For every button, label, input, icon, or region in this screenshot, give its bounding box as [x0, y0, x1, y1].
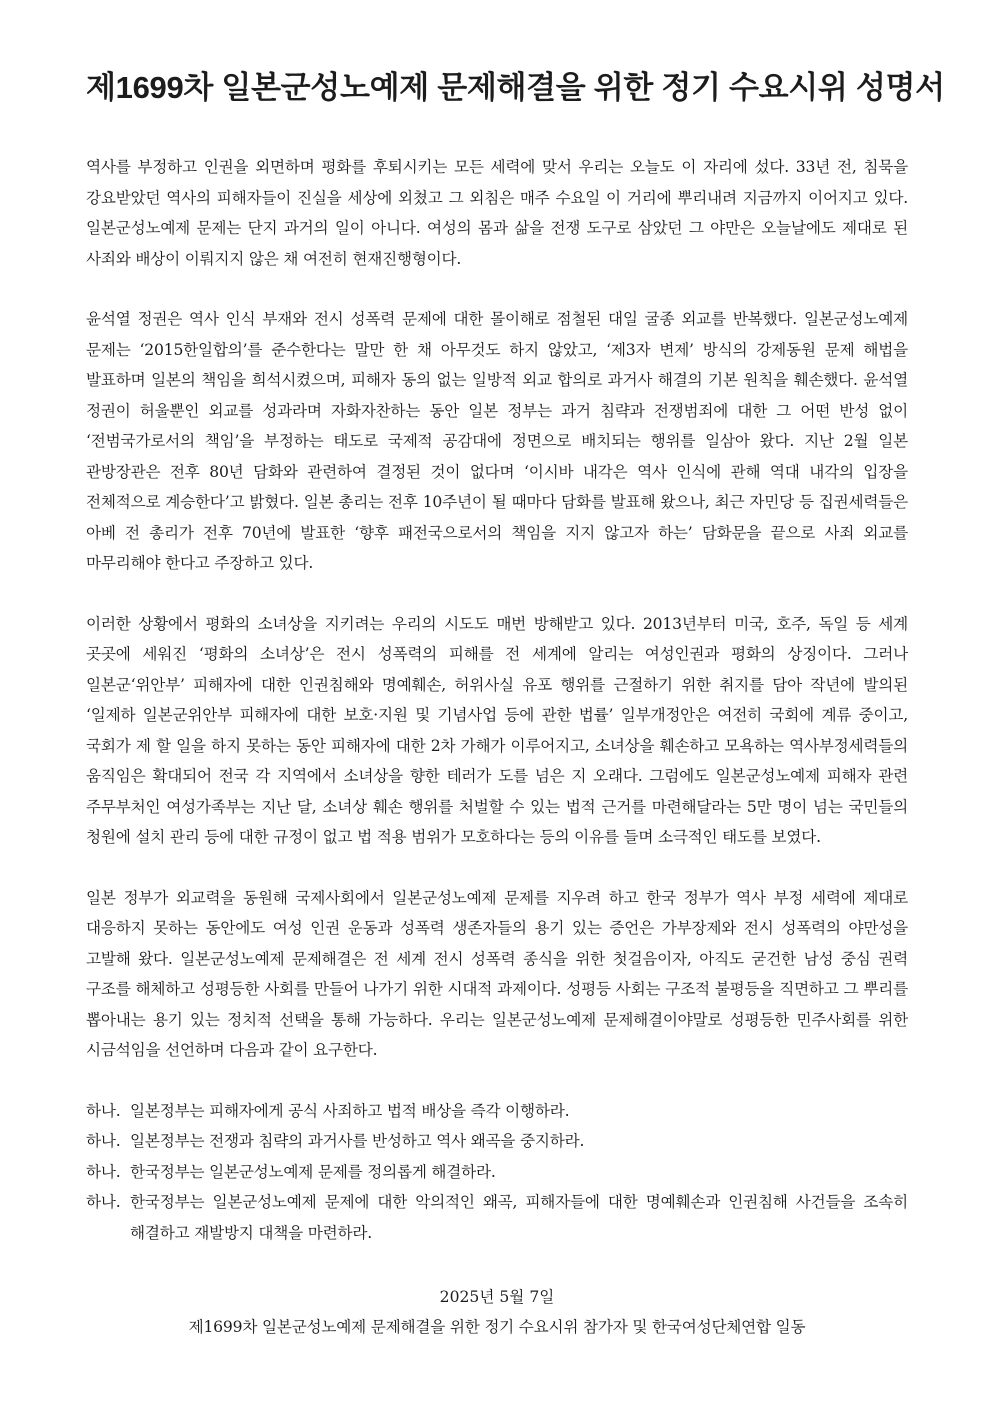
- statement-paragraph-2: 윤석열 정권은 역사 인식 부재와 전시 성폭력 문제에 대한 몰이해로 점철된 대일 굴종 외교를 반복했다. 일본군성노예제 문제는 ‘2015한일합의’를 준수한다는 말만 한 채 아무것도 하지 않았고, ‘제3자 변제’ 방식의 강제동원 문제 해법을 발표하며 일본의 책임을 희석시켰으며, 피해자 동의 없는 일방적 외교 합의로 과거사 해결의 기본 원칙을 훼손했다. 윤석열 정권이 허울뿐인 외교를 성과라며 자화자찬하는 동안 일본 정부는 과거 침략과 전쟁범죄에 대한 그 어떤 반성 없이 ‘전범국가로서의 책임’을 부정하는 태도로 국제적 공감대에 정면으로 배치되는 행위를 일삼아 왔다. 지난 2월 일본 관방장관은 전후 80년 담화와 관련하여 결정된 것이 없다며 ‘이시바 내각은 역사 인식에 관해 역대 내각의 입장을 전체적으로 계승한다’고 밝혔다. 일본 총리는 전후 10주년이 될 때마다 담화를 발표해 왔으나, 최근 자민당 등 집권세력들은 아베 전 총리가 전후 70년에 발표한 ‘향후 패전국으로서의 책임을 지지 않고자 하는’ 담화문을 끝으로 사죄 외교를 마무리해야 한다고 주장하고 있다.: [86, 310, 908, 572]
- demand-item: [86, 1157, 908, 1188]
- demand-text: 일본정부는 피해자에게 공식 사죄하고 법적 배상을 즉각 이행하라.: [130, 1101, 570, 1120]
- demand-text: 한국정부는 일본군성노예제 문제를 정의롭게 해결하라.: [130, 1162, 496, 1181]
- demand-item: [86, 1187, 908, 1248]
- demand-text: 한국정부는 일본군성노예제 문제에 대한 악의적인 왜곡, 피해자들에 대한 명예훼손과 인권침해 사건들을 조속히 해결하고 재발방지 대책을 마련하라.: [130, 1193, 908, 1242]
- demand-prefix: 하나.: [86, 1101, 121, 1120]
- demand-item: [86, 1126, 908, 1157]
- statement-paragraph-3: 이러한 상황에서 평화의 소녀상을 지키려는 우리의 시도도 매번 방해받고 있다. 2013년부터 미국, 호주, 독일 등 세계 곳곳에 세워진 ‘평화의 소녀상’은 전시 성폭력의 피해를 전 세계에 알리는 여성인권과 평화의 상징이다. 그러나 일본군‘위안부’ 피해자에 대한 인권침해와 명예훼손, 허위사실 유포 행위를 근절하기 위한 취지를 담아 작년에 발의된 ‘일제하 일본군위안부 피해자에 대한 보호·지원 및 기념사업 등에 관한 법률’ 일부개정안은 여전히 국회에 계류 중이고, 국회가 제 할 일을 하지 못하는 동안 피해자에 대한 2차 가해가 이루어지고, 소녀상을 훼손하고 모욕하는 역사부정세력들의 움직임은 확대되어 전국 각 지역에서 소녀상을 향한 테러가 도를 넘은 지 오래다. 그럼에도 일본군성노예제 피해자 관련 주무부처인 여성가족부는 지난 달, 소녀상 훼손 행위를 처벌할 수 있는 법적 근거를 마련해달라는 5만 명이 넘는 국민들의 청원에 설치 관리 등에 대한 규정이 없고 법 적용 범위가 모호하다는 등의 이유를 들며 소극적인 태도를 보였다.: [86, 614, 908, 846]
- demands-list: [86, 1096, 908, 1249]
- statement-title: 제1699차 일본군성노예제 문제해결을 위한 정기 수요시위 성명서: [86, 70, 945, 105]
- statement-paragraph-1: 역사를 부정하고 인권을 외면하며 평화를 후퇴시키는 모든 세력에 맞서 우리는 오늘도 이 자리에 섰다. 33년 전, 침묵을 강요받았던 역사의 피해자들이 진실을 세상에 외쳤고 그 외침은 매주 수요일 이 거리에 뿌리내려 지금까지 이어지고 있다. 일본군성노예제 문제는 단지 과거의 일이 아니다. 여성의 몸과 삶을 전쟁 도구로 삼았던 그 야만은 오늘날에도 제대로 된 사죄와 배상이 이뤄지지 않은 채 여전히 현재진행형이다.: [86, 158, 908, 268]
- statement-paragraph-4: 일본 정부가 외교력을 동원해 국제사회에서 일본군성노예제 문제를 지우려 하고 한국 정부가 역사 부정 세력에 제대로 대응하지 못하는 동안에도 여성 인권 운동과 성폭력 생존자들의 용기 있는 증언은 가부장제와 전시 성폭력의 야만성을 고발해 왔다. 일본군성노예제 문제해결은 전 세계 전시 성폭력 종식을 위한 첫걸음이자, 아직도 굳건한 남성 중심 권력 구조를 해체하고 성평등한 사회를 만들어 나가기 위한 시대적 과제이다. 성평등 사회는 구조적 불평등을 직면하고 그 뿌리를 뽑아내는 용기 있는 정치적 선택을 통해 가능하다. 우리는 일본군성노예제 문제해결이야말로 성평등한 민주사회를 위한 시금석임을 선언하며 다음과 같이 요구한다.: [86, 888, 908, 1059]
- demand-prefix: 하나.: [86, 1132, 121, 1150]
- demand-prefix: 하나.: [86, 1162, 121, 1181]
- statement-signatory: 제1699차 일본군성노예제 문제해결을 위한 정기 수요시위 참가자 및 한국여성단체연합 일동: [188, 1318, 806, 1336]
- demand-item: [86, 1096, 908, 1127]
- demand-text: 일본정부는 전쟁과 침략의 과거사를 반성하고 역사 왜곡을 중지하라.: [130, 1132, 585, 1150]
- statement-date: 2025년 5월 7일: [439, 1288, 555, 1306]
- demand-prefix: 하나.: [86, 1193, 121, 1211]
